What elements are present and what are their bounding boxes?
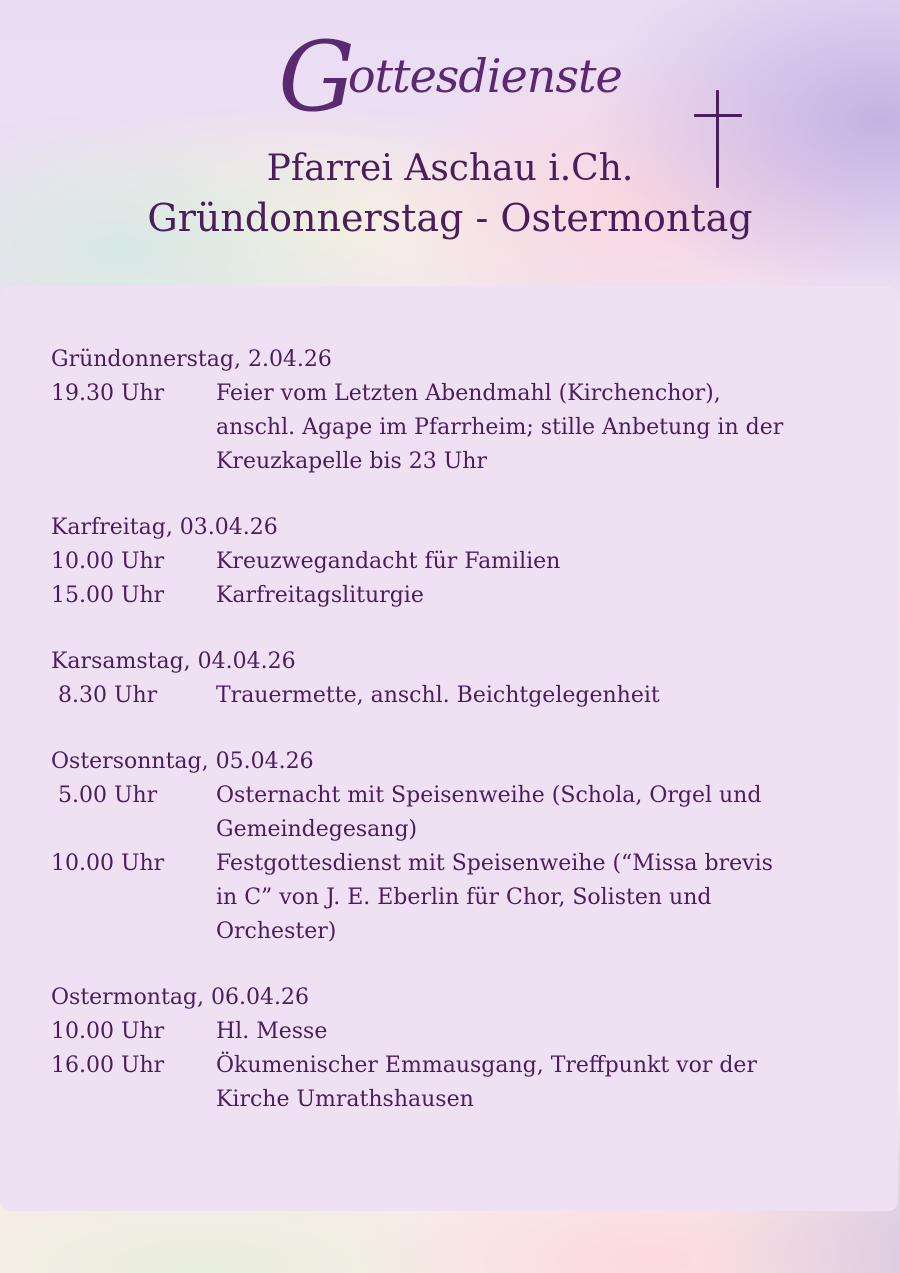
event-row <box>51 779 851 847</box>
event-time: 8.30 Uhr <box>51 683 158 708</box>
event-time: 10.00 Uhr <box>51 1019 165 1044</box>
event-row <box>51 1015 851 1049</box>
cross-vertical-bar <box>716 90 719 188</box>
event-row <box>51 377 851 479</box>
script-title-rest: ottesdienste <box>347 49 622 103</box>
cross-icon <box>694 90 744 190</box>
event-time: 10.00 Uhr <box>51 549 165 574</box>
day-section-karsamstag <box>51 645 851 713</box>
day-heading: Karsamstag, 04.04.26 <box>51 649 296 674</box>
day-heading: Ostermontag, 06.04.26 <box>51 985 309 1010</box>
date-range-title: Gründonnerstag - Ostermontag <box>147 196 753 240</box>
day-heading: Gründonnerstag, 2.04.26 <box>51 347 332 372</box>
day-heading: Ostersonntag, 05.04.26 <box>51 749 314 774</box>
event-row <box>51 579 851 613</box>
event-row <box>51 545 851 579</box>
event-time: 16.00 Uhr <box>51 1053 165 1078</box>
day-section-ostersonntag <box>51 745 851 949</box>
event-description: Ökumenischer Emmausgang, Treffpunkt vor der Kirche Umrathshausen <box>216 1053 757 1112</box>
day-section-ostermontag <box>51 981 851 1117</box>
event-row <box>51 1049 851 1117</box>
event-description: Trauermette, anschl. Beichtgelegenheit <box>216 683 660 708</box>
event-description: Karfreitagsliturgie <box>216 583 424 608</box>
header <box>0 0 900 286</box>
parish-name: Pfarrei Aschau i.Ch. <box>266 148 634 189</box>
script-title <box>0 21 900 133</box>
event-row <box>51 679 851 713</box>
event-description: Hl. Messe <box>216 1019 328 1044</box>
event-description: Feier vom Letzten Abendmahl (Kirchenchor), anschl. Agape im Pfarrheim; stille Anbetung in der Kreuzkapelle bis 23 Uhr <box>216 381 784 474</box>
script-title-initial: G <box>278 21 354 133</box>
event-time: 15.00 Uhr <box>51 583 165 608</box>
day-heading: Karfreitag, 03.04.26 <box>51 515 278 540</box>
event-description: Osternacht mit Speisenweihe (Schola, Orgel und Gemeindegesang) <box>216 783 762 842</box>
event-row <box>51 847 851 949</box>
event-description: Kreuzwegandacht für Familien <box>216 549 561 574</box>
event-time: 10.00 Uhr <box>51 851 165 876</box>
schedule-list <box>51 343 851 1149</box>
event-time: 19.30 Uhr <box>51 381 165 406</box>
cross-horizontal-bar <box>694 114 742 117</box>
day-section-karfreitag <box>51 511 851 613</box>
event-description: Festgottesdienst mit Speisenweihe (“Missa brevis in C” von J. E. Eberlin für Chor, Solisten und Orchester) <box>216 851 773 944</box>
day-section-gruendonnerstag <box>51 343 851 479</box>
event-time: 5.00 Uhr <box>51 783 158 808</box>
